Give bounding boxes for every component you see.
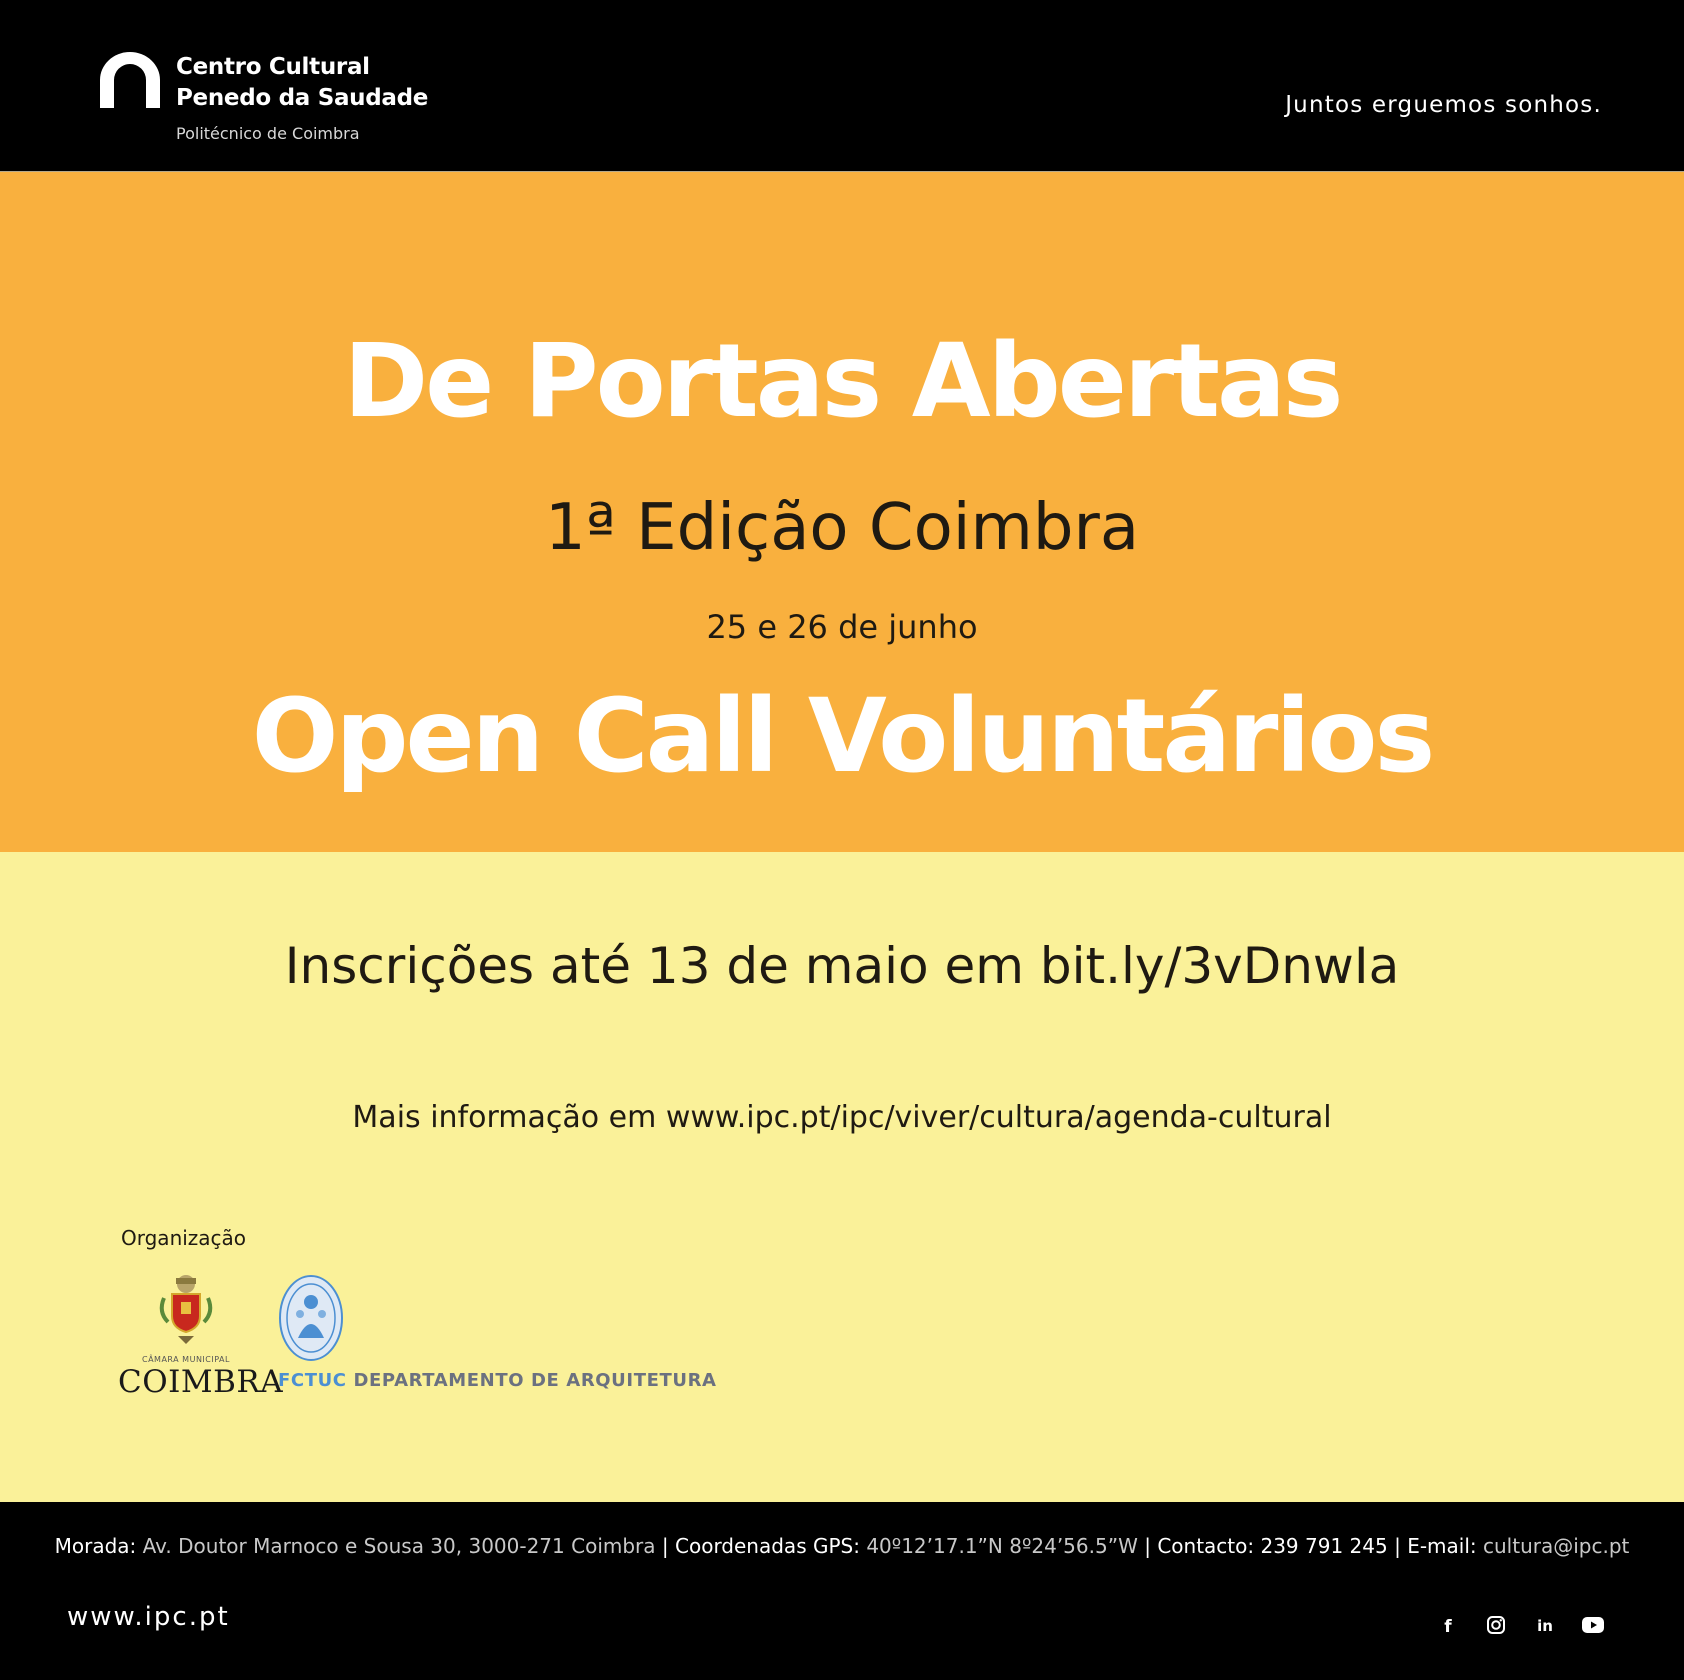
arch-logo-icon: [100, 52, 160, 108]
facebook-icon[interactable]: [1435, 1612, 1461, 1638]
info-section: [0, 852, 1684, 1502]
logo-subtitle: Politécnico de Coimbra: [176, 124, 360, 143]
morada-value: Av. Doutor Marnoco e Sousa 30, 3000-271 Coimbra: [142, 1534, 656, 1558]
youtube-icon[interactable]: [1580, 1612, 1606, 1638]
university-seal-icon: [278, 1274, 344, 1362]
event-dates: 25 e 26 de junho: [706, 608, 978, 646]
separator-2: |: [1144, 1534, 1151, 1558]
morada-label: Morada:: [54, 1534, 137, 1558]
registration-text: Inscrições até 13 de maio em bit.ly/3vDnwIa: [284, 937, 1400, 995]
contact-line: [0, 1534, 1684, 1558]
event-title: De Portas Abertas: [343, 322, 1341, 441]
gps-value: 40º12’17.1”N 8º24’56.5”W: [866, 1534, 1138, 1558]
logo-text: [176, 52, 428, 143]
more-info-text: Mais informação em www.ipc.pt/ipc/viver/cultura/agenda-cultural: [352, 1100, 1332, 1135]
camara-big-text: COIMBRA: [118, 1364, 284, 1400]
email-label: E-mail:: [1407, 1534, 1477, 1558]
header-bar: [0, 0, 1684, 172]
website-link[interactable]: www.ipc.pt: [67, 1602, 230, 1632]
fctuc-label: FCTUC: [278, 1370, 347, 1391]
instagram-icon[interactable]: [1483, 1612, 1509, 1638]
department-label: DEPARTAMENTO DE ARQUITETURA: [353, 1370, 717, 1391]
camara-coimbra-logo: [118, 1272, 284, 1400]
footer-bar: [0, 1502, 1684, 1680]
tagline: Juntos erguemos sonhos.: [1285, 92, 1602, 118]
gps-label: Coordenadas GPS:: [675, 1534, 860, 1558]
separator-3: |: [1394, 1534, 1401, 1558]
logo-line2: Penedo da Saudade: [176, 85, 429, 111]
organization-label: Organização: [121, 1226, 247, 1250]
coat-of-arms-icon: [154, 1272, 218, 1352]
social-links: [1417, 1612, 1606, 1638]
svg-text:f: f: [1443, 1617, 1452, 1637]
email-link[interactable]: cultura@ipc.pt: [1483, 1534, 1630, 1558]
linkedin-icon[interactable]: [1532, 1612, 1558, 1638]
contacto-label: Contacto:: [1157, 1534, 1255, 1558]
fctuc-department-text: [278, 1370, 717, 1391]
open-call-title: Open Call Voluntários: [251, 677, 1433, 796]
separator-1: |: [661, 1534, 669, 1558]
svg-text:in: in: [1536, 1617, 1553, 1635]
camara-small-text: CÂMARA MUNICIPAL: [142, 1355, 230, 1364]
event-banner: [0, 172, 1684, 852]
logo-line1: Centro Cultural: [176, 54, 370, 80]
edition-text: 1ª Edição Coimbra: [544, 491, 1140, 565]
contacto-value: 239 791 245: [1260, 1534, 1388, 1558]
